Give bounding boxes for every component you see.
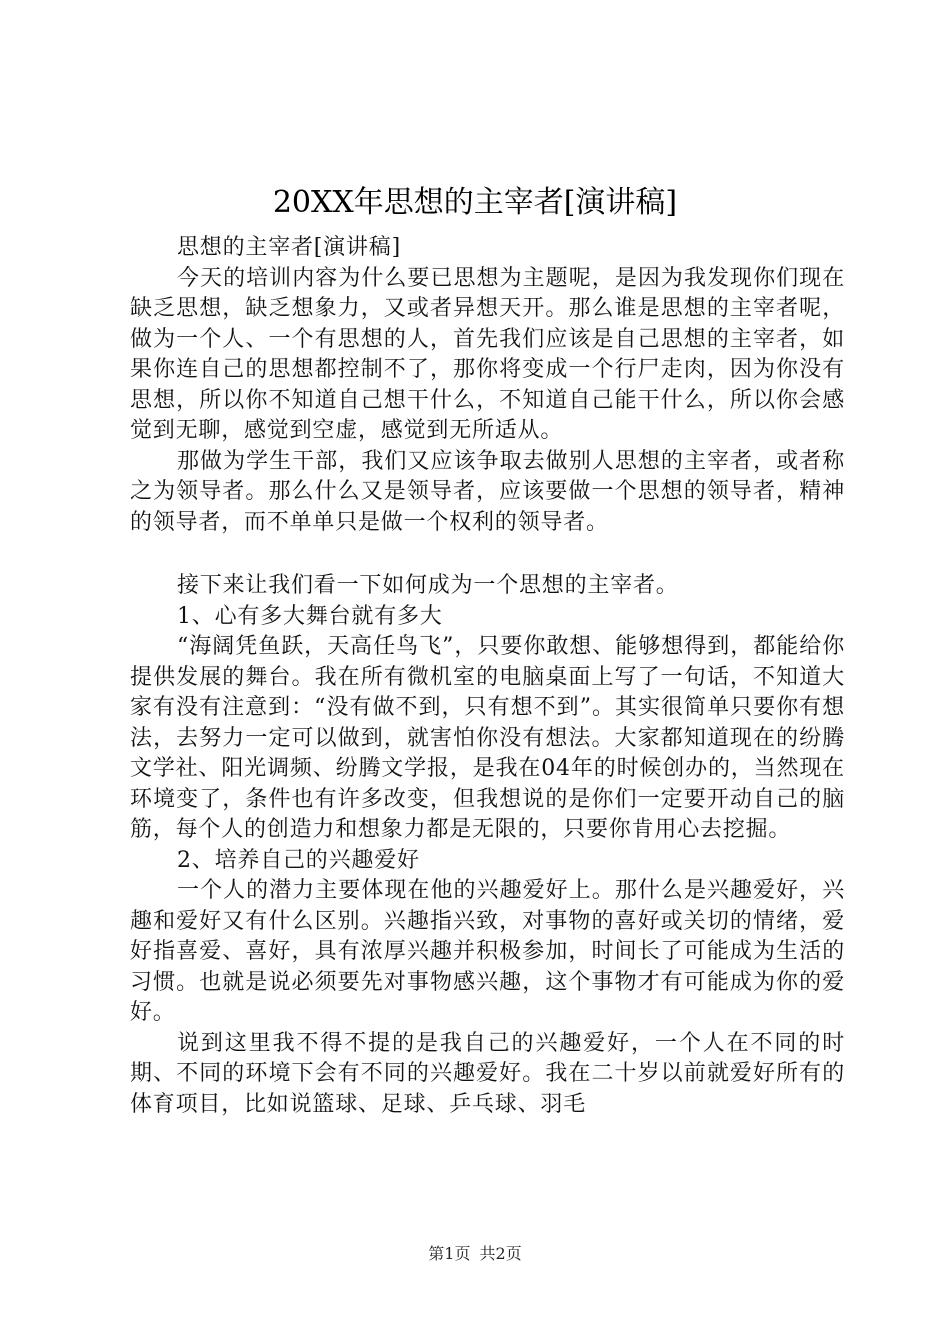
paragraph: 今天的培训内容为什么要已思想为主题呢，是因为我发现你们现在缺乏思想，缺乏想象力，又或者异想天开。那么谁是思想的主宰者呢，做为一个人、一个有思想的人，首先我们应该是自己思想的主宰者，如果你连自己的思想都控制不了，那你将变成一个行尸走肉，因为你没有思想，所以你不知道自己想干什么，不知道自己能干什么，所以你会感觉到无聊，感觉到空虚，感觉到无所适从。 (130, 265, 845, 443)
paragraph: 那做为学生干部，我们又应该争取去做别人思想的主宰者，或者称之为领导者。那么什么又是领导者，应该要做一个思想的领导者，精神的领导者，而不单单只是做一个权利的领导者。 (130, 448, 845, 535)
page-footer (0, 1244, 950, 1264)
paragraph-subtitle: 思想的主宰者[演讲稿] (177, 235, 401, 260)
paragraph: “海阔凭鱼跃，天高任鸟飞”，只要你敢想、能够想得到，都能给你提供发展的舞台。我在所有微机室的电脑桌面上写了一句话，不知道大家有没有注意到：“没有做不到，只有想不到”。其实很简单只要你有想法，去努力一定可以做到，就害怕你没有想法。大家都知道现在的纷腾文学社、阳光调频、纷腾文学报，是我在04年的时候创办的，当然现在环境变了，条件也有许多改变，但我想说的是你们一定要开动自己的脑筋，每个人的创造力和想象力都是无限的，只要你肯用心去挖掘。 (130, 634, 845, 842)
document-body (130, 233, 845, 1120)
current-page-label: 第1页 (428, 1244, 471, 1263)
paragraph: 一个人的潜力主要体现在他的兴趣爱好上。那什么是兴趣爱好，兴趣和爱好又有什么区别。兴趣指兴致，对事物的喜好或关切的情绪，爱好指喜爱、喜好，具有浓厚兴趣并积极参加，时间长了可能成为生活的习惯。也就是说必须要先对事物感兴趣，这个事物才有可能成为你的爱好。 (130, 878, 845, 1025)
section-heading: 1、心有多大舞台就有多大 (177, 603, 443, 629)
paragraph: 接下来让我们看一下如何成为一个思想的主宰者。 (177, 573, 679, 598)
section-heading: 2、培养自己的兴趣爱好 (177, 847, 420, 873)
document-title: 20XX年思想的主宰者[演讲稿] (272, 185, 678, 220)
total-pages-label: 共2页 (479, 1244, 522, 1263)
paragraph: 说到这里我不得不提的是我自己的兴趣爱好，一个人在不同的时期、不同的环境下会有不同的兴趣爱好。我在二十岁以前就爱好所有的体育项目，比如说篮球、足球、乒乓球、羽毛 (130, 1030, 845, 1117)
